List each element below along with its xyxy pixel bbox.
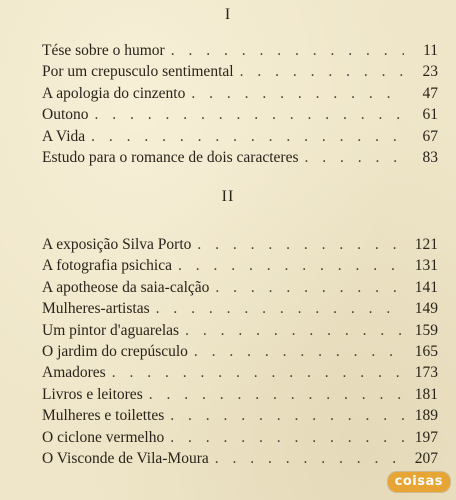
- toc-entry-page: 159: [414, 321, 438, 339]
- toc-entry-title: A exposição Silva Porto: [42, 236, 192, 253]
- toc-entry-page: 67: [422, 127, 438, 145]
- dot-leader: [171, 40, 404, 61]
- dot-leader: [215, 277, 404, 298]
- toc-entry-title: Outono: [42, 106, 89, 124]
- toc-entry: [42, 104, 438, 125]
- toc-entry-page: 23: [422, 63, 438, 81]
- dot-leader: [112, 362, 404, 383]
- toc-entry-title: Tése sobre o humor: [42, 42, 165, 59]
- toc-entry: [42, 61, 438, 82]
- dot-leader: [170, 427, 404, 448]
- toc-entry-page: 121: [414, 236, 438, 253]
- toc-entry: [42, 255, 438, 276]
- toc-entry: [42, 40, 438, 61]
- toc-entry: [42, 427, 438, 448]
- coisas-watermark-logo: coisas: [388, 472, 450, 492]
- toc-entry-page: 181: [414, 385, 438, 403]
- toc-entry-page: 131: [414, 257, 438, 275]
- toc-entry: [42, 234, 438, 255]
- toc-entry-title: Estudo para o romance de dois caracteres: [42, 148, 299, 166]
- dot-leader: [95, 104, 405, 125]
- dot-leader: [194, 341, 404, 362]
- toc-entry-page: 207: [414, 449, 438, 467]
- section-heading-1: I: [224, 6, 232, 23]
- toc-entry-page: 197: [414, 428, 438, 446]
- toc-entry-title: Amadores: [42, 364, 106, 382]
- toc-entry: [42, 83, 438, 104]
- toc-list-section-1: [42, 40, 438, 168]
- section-heading-2: II: [221, 188, 235, 205]
- dot-leader: [178, 255, 404, 276]
- toc-entry-title: O ciclone vermelho: [42, 428, 165, 446]
- dot-leader: [185, 320, 404, 341]
- toc-entry-page: 11: [423, 42, 438, 59]
- dot-leader: [305, 147, 405, 168]
- toc-entry: [42, 126, 438, 147]
- toc-list-section-2: [42, 234, 438, 469]
- toc-entry: [42, 362, 438, 383]
- toc-entry-page: 141: [414, 278, 438, 296]
- toc-entry-page: 149: [414, 300, 438, 318]
- toc-entry-title: A Vida: [42, 127, 86, 145]
- dot-leader: [191, 83, 404, 104]
- toc-entry-title: Livros e leitores: [42, 385, 143, 403]
- toc-entry: [42, 298, 438, 319]
- dot-leader: [156, 298, 404, 319]
- toc-entry: [42, 448, 438, 469]
- toc-entry: [42, 341, 438, 362]
- toc-entry-title: O jardim do crepúsculo: [42, 342, 188, 360]
- toc-entry-title: A fotografia psichica: [42, 257, 172, 275]
- dot-leader: [91, 126, 404, 147]
- dot-leader: [197, 234, 404, 255]
- toc-entry-page: 47: [422, 84, 438, 102]
- toc-entry: [42, 320, 438, 341]
- toc-entry-title: Um pintor d'aguarelas: [42, 321, 180, 339]
- toc-entry: [42, 277, 438, 298]
- toc-entry-title: Por um crepusculo sentimental: [42, 63, 234, 81]
- toc-entry-title: A apologia do cinzento: [42, 84, 186, 102]
- dot-leader: [170, 405, 404, 426]
- toc-entry-page: 165: [414, 342, 438, 360]
- dot-leader: [149, 384, 404, 405]
- toc-entry: [42, 384, 438, 405]
- dot-leader: [240, 61, 404, 82]
- toc-entry-title: O Visconde de Vila-Moura: [42, 449, 209, 467]
- toc-entry: [42, 147, 438, 168]
- toc-entry-page: 189: [414, 407, 438, 425]
- toc-entry-title: A apotheose da saia-calção: [42, 278, 210, 296]
- toc-entry: [42, 405, 438, 426]
- toc-entry-title: Mulheres-artistas: [42, 300, 150, 318]
- toc-entry-title: Mulheres e toilettes: [42, 407, 165, 425]
- toc-entry-page: 61: [422, 106, 438, 124]
- dot-leader: [215, 448, 404, 469]
- toc-entry-page: 83: [422, 148, 438, 166]
- toc-entry-page: 173: [414, 364, 438, 382]
